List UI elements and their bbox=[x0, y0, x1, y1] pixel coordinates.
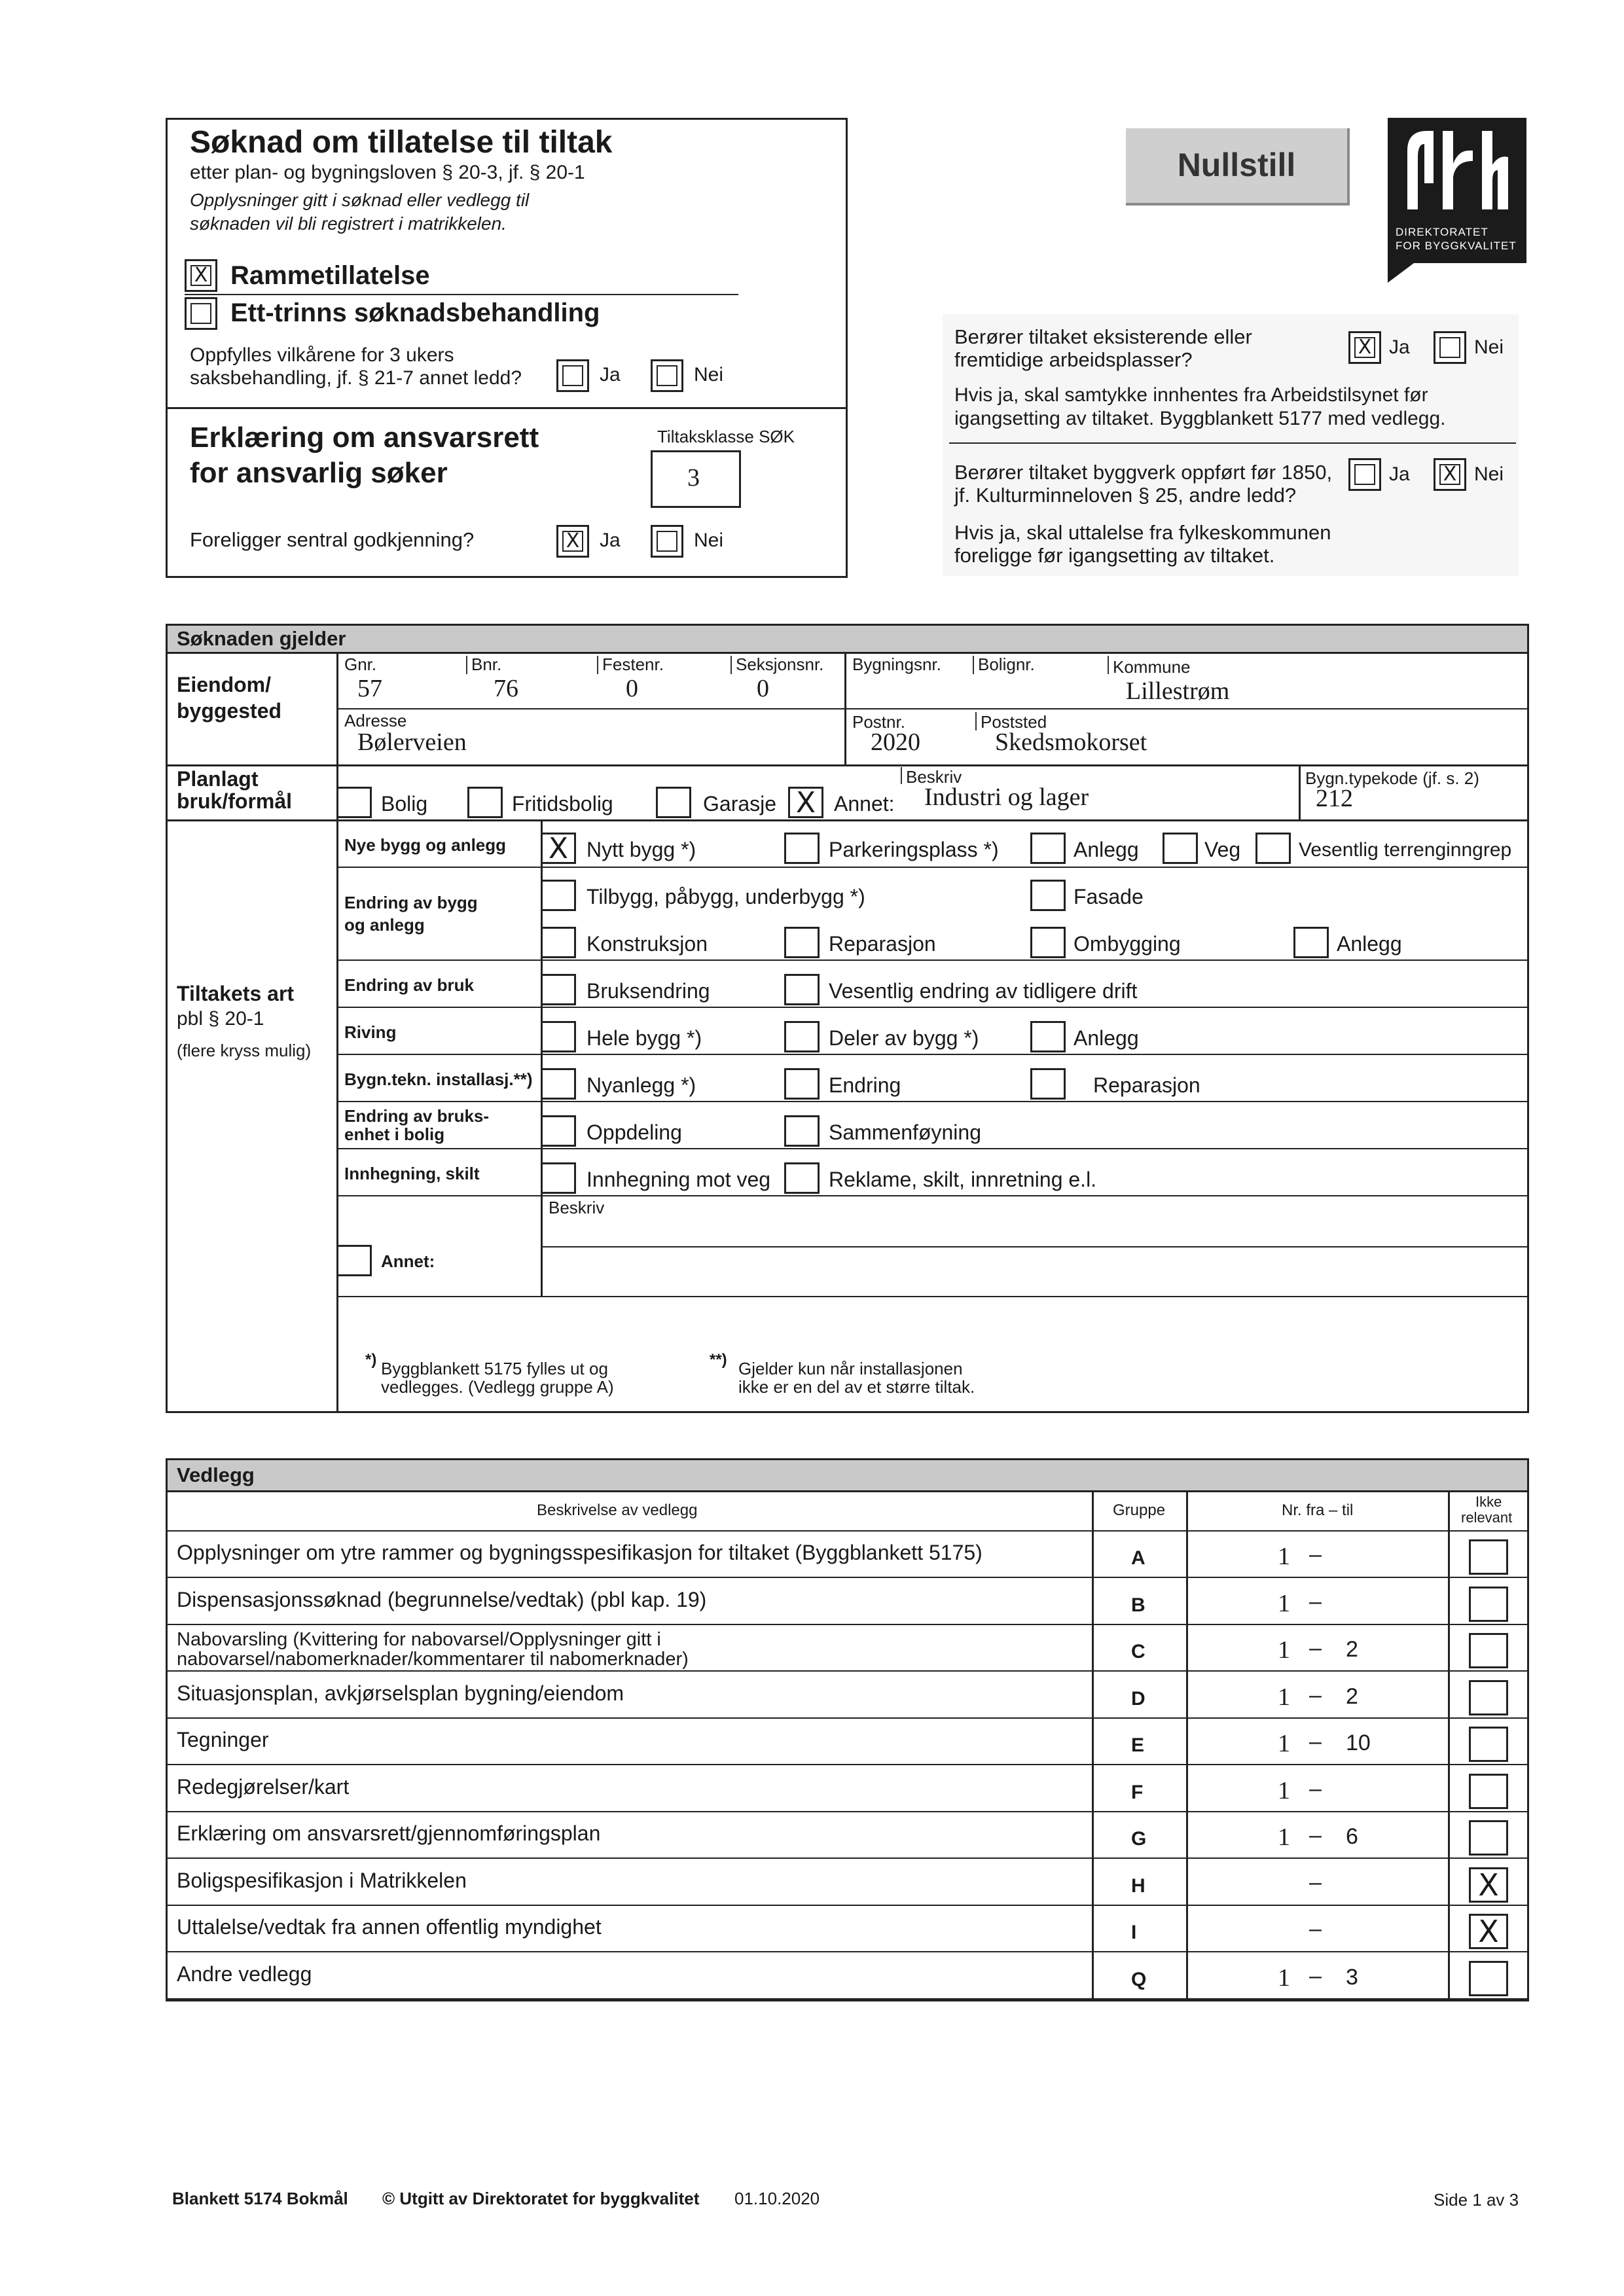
byggverk-ja-checkbox[interactable] bbox=[1348, 458, 1381, 491]
gnr-label: Gnr. bbox=[344, 655, 377, 674]
matrikkel-note: Opplysninger gitt i søknad eller vedlegg til bbox=[190, 190, 530, 210]
innhegning-skilt-label: Innhegning, skilt bbox=[344, 1164, 480, 1183]
divider bbox=[168, 652, 1527, 654]
vedlegg-gruppe: F bbox=[1131, 1782, 1144, 1803]
vedlegg-ikke-relevant-checkbox[interactable] bbox=[1469, 1820, 1508, 1856]
vesentlig-endring-checkbox[interactable] bbox=[784, 974, 820, 1005]
footnote-1: vedlegges. (Vedlegg gruppe A) bbox=[381, 1377, 614, 1397]
footnote-2: Gjelder kun når installasjonen bbox=[738, 1359, 963, 1378]
sentral-nei-label: Nei bbox=[694, 529, 724, 551]
vedlegg-nr-fra: 1 bbox=[1278, 1636, 1290, 1664]
vedlegg-nr-fra: 1 bbox=[1278, 1730, 1290, 1757]
vedlegg-ikke-relevant-checkbox[interactable] bbox=[1469, 1961, 1508, 1996]
vedlegg-gruppe: D bbox=[1131, 1688, 1146, 1710]
ett-trinns-label: Ett-trinns søknadsbehandling bbox=[230, 298, 600, 327]
tiltaksklasse-label: Tiltaksklasse SØK bbox=[657, 427, 795, 446]
form-subtitle: etter plan- og bygningsloven § 20-3, jf. § 20-1 bbox=[190, 162, 585, 183]
vedlegg-ikke-relevant-checkbox[interactable] bbox=[1469, 1727, 1508, 1762]
vedlegg-section-title: Vedlegg bbox=[168, 1460, 1527, 1490]
sammenfoyning-checkbox[interactable] bbox=[784, 1115, 820, 1147]
seksjonsnr-label: Seksjonsnr. bbox=[736, 655, 824, 674]
divider bbox=[168, 1717, 1527, 1719]
divider bbox=[168, 819, 1527, 821]
vesentlig-endring-label: Vesentlig endring av tidligere drift bbox=[829, 979, 1138, 1003]
vedlegg-nr-fra: 1 bbox=[1278, 1823, 1290, 1851]
soknaden-section-title: Søknaden gjelder bbox=[168, 626, 1527, 652]
endring-bruksenhet-label: enhet i bolig bbox=[344, 1124, 445, 1144]
fasade-label: Fasade bbox=[1074, 885, 1144, 908]
vedlegg-nr-til: 2 bbox=[1346, 1684, 1358, 1709]
byggverk-question: jf. Kulturminneloven § 25, andre ledd? bbox=[954, 484, 1297, 507]
divider bbox=[597, 656, 598, 674]
footer-date: 01.10.2020 bbox=[734, 2189, 820, 2208]
reparasjon-label: Reparasjon bbox=[829, 932, 936, 956]
vedlegg-nr-dash: – bbox=[1309, 1729, 1322, 1754]
beskriv-tiltak-label: Beskriv bbox=[549, 1198, 605, 1217]
tiltakets-art-label: pbl § 20-1 bbox=[177, 1008, 264, 1030]
arbeidsplasser-question: Berører tiltaket eksisterende eller bbox=[954, 325, 1252, 348]
veg-label: Veg bbox=[1204, 838, 1241, 861]
vedlegg-description: Boligspesifikasjon i Matrikkelen bbox=[177, 1869, 467, 1892]
annet-tiltak-label: Annet: bbox=[381, 1251, 435, 1271]
arbeidsplasser-question: fremtidige arbeidsplasser? bbox=[954, 348, 1193, 371]
endring-bygg-label: og anlegg bbox=[344, 915, 425, 935]
oppdeling-checkbox[interactable] bbox=[541, 1115, 576, 1147]
vilkar-question: Oppfylles vilkårene for 3 ukers bbox=[190, 344, 454, 366]
innhegning-checkbox[interactable] bbox=[541, 1162, 576, 1194]
bolignr-label: Bolignr. bbox=[978, 655, 1035, 674]
fritidsbolig-label: Fritidsbolig bbox=[512, 792, 613, 816]
adresse-label: Adresse bbox=[344, 711, 407, 730]
vedlegg-nr-dash: – bbox=[1309, 1964, 1322, 1988]
divider bbox=[1448, 1490, 1450, 2000]
divider bbox=[168, 1670, 1527, 1672]
anlegg-endring-label: Anlegg bbox=[1337, 932, 1402, 956]
divider bbox=[466, 656, 467, 674]
postnr-label: Postnr. bbox=[852, 712, 905, 732]
logo-tab bbox=[1388, 263, 1414, 283]
col-gruppe: Gruppe bbox=[1113, 1501, 1166, 1519]
sentral-godkjenning-question: Foreligger sentral godkjenning? bbox=[190, 528, 475, 551]
divider bbox=[1186, 1490, 1188, 2000]
anlegg-nye-checkbox[interactable] bbox=[1030, 833, 1066, 864]
vedlegg-description: Tegninger bbox=[177, 1728, 269, 1751]
tiltakets-art-label: Tiltakets art bbox=[177, 982, 295, 1005]
logo-text: DIREKTORATET bbox=[1396, 226, 1489, 238]
anlegg-endring-checkbox[interactable] bbox=[1293, 927, 1329, 958]
footer-page: Side 1 av 3 bbox=[1434, 2190, 1519, 2210]
terrenginngrep-checkbox[interactable] bbox=[1255, 833, 1291, 864]
footer-blankett: Blankett 5174 Bokmål bbox=[172, 2189, 348, 2208]
beskriv-value[interactable]: Industri og lager bbox=[924, 783, 1089, 811]
divider bbox=[975, 712, 977, 730]
deler-av-bygg-label: Deler av bygg *) bbox=[829, 1026, 979, 1050]
gnr-value[interactable]: 57 bbox=[357, 675, 382, 702]
divider bbox=[168, 1905, 1527, 1906]
vedlegg-gruppe: H bbox=[1131, 1875, 1146, 1897]
vedlegg-gruppe: C bbox=[1131, 1641, 1146, 1662]
bnr-value[interactable]: 76 bbox=[494, 675, 518, 702]
endring-bruksenhet-label: Endring av bruks- bbox=[344, 1106, 490, 1126]
vedlegg-ikke-relevant-checkbox[interactable] bbox=[1469, 1774, 1508, 1809]
divider bbox=[168, 1857, 1527, 1859]
endring-bruk-label: Endring av bruk bbox=[344, 975, 474, 995]
vedlegg-gruppe: G bbox=[1131, 1828, 1147, 1850]
arbeidsplasser-ja-checkbox[interactable]: X bbox=[1348, 331, 1381, 364]
vedlegg-gruppe: I bbox=[1131, 1922, 1137, 1943]
vedlegg-nr-fra: 1 bbox=[1278, 1777, 1290, 1804]
divider bbox=[338, 1296, 1527, 1297]
byggverk-nei-checkbox[interactable]: X bbox=[1434, 458, 1466, 491]
nye-bygg-label: Nye bygg og anlegg bbox=[344, 835, 507, 855]
veg-checkbox[interactable] bbox=[1163, 833, 1198, 864]
poststed-label: Poststed bbox=[981, 712, 1047, 732]
logo-text: FOR BYGGKVALITET bbox=[1396, 240, 1517, 252]
nytt-bygg-label: Nytt bygg *) bbox=[586, 838, 696, 861]
vedlegg-nr-dash: – bbox=[1309, 1823, 1322, 1848]
vedlegg-description: Redegjørelser/kart bbox=[177, 1775, 350, 1799]
vedlegg-description: nabovarsel/nabomerknader/kommentarer til nabomerknader) bbox=[177, 1649, 689, 1670]
planlagt-label: bruk/formål bbox=[177, 789, 293, 813]
divider bbox=[338, 1148, 1527, 1149]
vedlegg-nr-dash: – bbox=[1309, 1542, 1322, 1567]
rammetillatelse-checkbox[interactable]: X bbox=[185, 259, 217, 292]
vedlegg-ikke-relevant-checkbox[interactable] bbox=[1469, 1633, 1508, 1668]
anlegg-nye-label: Anlegg bbox=[1074, 838, 1139, 861]
beskriv-label: Beskriv bbox=[906, 767, 962, 787]
endring-label: Endring bbox=[829, 1073, 901, 1097]
footer-utgitt: © Utgitt av Direktoratet for byggkvalitet bbox=[382, 2189, 700, 2208]
terrenginngrep-label: Vesentlig terrenginngrep bbox=[1299, 839, 1512, 861]
nyanlegg-label: Nyanlegg *) bbox=[586, 1073, 696, 1097]
vedlegg-nr-fra: 1 bbox=[1278, 1543, 1290, 1570]
vedlegg-gruppe: B bbox=[1131, 1594, 1146, 1616]
vilkar-ja-label: Ja bbox=[600, 364, 621, 386]
arbeidstilsynet-note: Hvis ja, skal samtykke innhentes fra Arbeidstilsynet før bbox=[954, 384, 1428, 406]
vedlegg-nr-dash: – bbox=[1309, 1870, 1322, 1895]
divider bbox=[338, 1054, 1527, 1055]
divider bbox=[973, 656, 974, 674]
divider bbox=[338, 1007, 1527, 1008]
annet-line bbox=[543, 1246, 1527, 1247]
col-ikke-relevant: Ikke bbox=[1475, 1494, 1502, 1510]
bolig-label: Bolig bbox=[381, 792, 428, 816]
deler-av-bygg-checkbox[interactable] bbox=[784, 1021, 820, 1052]
vilkar-question: saksbehandling, jf. § 21-7 annet ledd? bbox=[190, 367, 522, 389]
divider bbox=[338, 867, 1527, 868]
vedlegg-nr-dash: – bbox=[1309, 1776, 1322, 1801]
divider bbox=[168, 764, 1527, 766]
vedlegg-nr-til: 6 bbox=[1346, 1824, 1358, 1849]
vedlegg-ikke-relevant-checkbox[interactable] bbox=[1469, 1680, 1508, 1715]
vedlegg-nr-fra: 1 bbox=[1278, 1964, 1290, 1992]
vedlegg-gruppe: E bbox=[1131, 1734, 1145, 1756]
vedlegg-nr-dash: – bbox=[1309, 1636, 1322, 1660]
planlagt-label: Planlagt bbox=[177, 767, 259, 791]
divider bbox=[731, 656, 732, 674]
tilbygg-label: Tilbygg, påbygg, underbygg *) bbox=[586, 885, 865, 908]
tiltakets-art-label: (flere kryss mulig) bbox=[177, 1041, 312, 1060]
vedlegg-ikke-relevant-checkbox[interactable] bbox=[1469, 1539, 1508, 1575]
divider bbox=[1108, 656, 1109, 674]
fasade-checkbox[interactable] bbox=[1030, 880, 1066, 911]
hele-bygg-label: Hele bygg *) bbox=[586, 1026, 702, 1050]
divider bbox=[168, 1530, 1527, 1532]
festenr-label: Festenr. bbox=[602, 655, 664, 674]
divider bbox=[168, 407, 846, 409]
col-beskrivelse: Beskrivelse av vedlegg bbox=[537, 1501, 698, 1519]
eiendom-label: Eiendom/ bbox=[177, 673, 272, 696]
divider bbox=[949, 442, 1516, 444]
adresse-value[interactable]: Bølerveien bbox=[357, 728, 467, 756]
vedlegg-description: Erklæring om ansvarsrett/gjennomføringsplan bbox=[177, 1821, 601, 1845]
nytt-bygg-checkbox[interactable]: X bbox=[541, 833, 576, 864]
fritidsbolig-checkbox[interactable] bbox=[467, 787, 503, 818]
reklame-label: Reklame, skilt, innretning e.l. bbox=[829, 1168, 1097, 1191]
anlegg-riving-label: Anlegg bbox=[1074, 1026, 1139, 1050]
kommune-label: Kommune bbox=[1113, 657, 1191, 677]
divider bbox=[168, 1490, 1527, 1492]
form-title: Søknad om tillatelse til tiltak bbox=[190, 125, 613, 160]
byggverk-ja-label: Ja bbox=[1389, 463, 1410, 485]
divider bbox=[168, 1951, 1527, 1952]
vedlegg-description: Uttalelse/vedtak fra annen offentlig myndighet bbox=[177, 1915, 602, 1939]
vedlegg-nr-dash: – bbox=[1309, 1683, 1322, 1708]
arbeidsplasser-nei-label: Nei bbox=[1474, 336, 1504, 358]
divider bbox=[185, 294, 738, 295]
riving-label: Riving bbox=[344, 1022, 397, 1042]
konstruksjon-label: Konstruksjon bbox=[586, 932, 708, 956]
bygn-typekode-value[interactable]: 212 bbox=[1316, 785, 1353, 812]
dibk-logo bbox=[1388, 118, 1526, 263]
endring-checkbox[interactable] bbox=[784, 1068, 820, 1100]
kommune-value[interactable]: Lillestrøm bbox=[1126, 677, 1230, 705]
tilbygg-checkbox[interactable] bbox=[541, 880, 576, 911]
byggverk-question: Berører tiltaket byggverk oppført før 1850, bbox=[954, 461, 1333, 484]
rammetillatelse-label: Rammetillatelse bbox=[230, 261, 430, 290]
fylkeskommunen-note: Hvis ja, skal uttalelse fra fylkeskommunen bbox=[954, 521, 1331, 544]
divider bbox=[1092, 1490, 1094, 2000]
eiendom-label: byggested bbox=[177, 699, 282, 723]
bygningsnr-label: Bygningsnr. bbox=[852, 655, 941, 674]
divider bbox=[168, 1764, 1527, 1765]
ombygging-checkbox[interactable] bbox=[1030, 927, 1066, 958]
reparasjon-tekn-label: Reparasjon bbox=[1093, 1073, 1200, 1097]
garasje-checkbox[interactable] bbox=[656, 787, 691, 818]
konstruksjon-checkbox[interactable] bbox=[541, 927, 576, 958]
vedlegg-gruppe: A bbox=[1131, 1547, 1146, 1569]
dibk-logo-mark bbox=[1388, 118, 1526, 223]
footnote-marker: *) bbox=[365, 1351, 377, 1369]
divider bbox=[168, 1624, 1527, 1625]
vedlegg-nr-dash: – bbox=[1309, 1589, 1322, 1614]
divider bbox=[1299, 764, 1301, 819]
reset-button[interactable] bbox=[1126, 128, 1350, 206]
erklaring-title: Erklæring om ansvarsrett bbox=[190, 422, 539, 454]
byggverk-nei-label: Nei bbox=[1474, 463, 1504, 485]
vilkar-nei-label: Nei bbox=[694, 364, 724, 386]
matrikkel-note: søknaden vil bli registrert i matrikkelen. bbox=[190, 213, 507, 234]
vedlegg-description: Dispensasjonssøknad (begrunnelse/vedtak) (pbl kap. 19) bbox=[177, 1588, 707, 1611]
reparasjon-checkbox[interactable] bbox=[784, 927, 820, 958]
vedlegg-nr-til: 3 bbox=[1346, 1965, 1358, 1990]
divider bbox=[338, 1101, 1527, 1102]
vilkar-nei-checkbox[interactable] bbox=[651, 359, 683, 392]
vedlegg-description: Andre vedlegg bbox=[177, 1962, 312, 1986]
vedlegg-description: Nabovarsling (Kvittering for nabovarsel/Opplysninger gitt i bbox=[177, 1629, 661, 1650]
seksjonsnr-value[interactable]: 0 bbox=[757, 675, 769, 702]
erklaring-title: for ansvarlig søker bbox=[190, 457, 448, 489]
divider bbox=[338, 960, 1527, 961]
vedlegg-nr-til: 10 bbox=[1346, 1731, 1371, 1755]
nyanlegg-checkbox[interactable] bbox=[541, 1068, 576, 1100]
innhegning-label: Innhegning mot veg bbox=[586, 1168, 771, 1191]
ombygging-label: Ombygging bbox=[1074, 932, 1181, 956]
vedlegg-nr-til: 2 bbox=[1346, 1637, 1358, 1662]
annet-bruk-label: Annet: bbox=[834, 792, 895, 816]
vilkar-ja-checkbox[interactable] bbox=[556, 359, 589, 392]
col-ikke-relevant: relevant bbox=[1461, 1509, 1513, 1526]
reklame-checkbox[interactable] bbox=[784, 1162, 820, 1194]
fylkeskommunen-note: foreligge før igangsetting av tiltaket. bbox=[954, 544, 1275, 567]
divider bbox=[338, 708, 1527, 709]
arbeidsplasser-nei-checkbox[interactable] bbox=[1434, 331, 1466, 364]
bygn-tekn-label: Bygn.tekn. installasj.**) bbox=[344, 1069, 533, 1089]
annet-bruk-checkbox[interactable]: X bbox=[788, 787, 823, 818]
vedlegg-nr-dash: – bbox=[1309, 1916, 1322, 1941]
divider bbox=[338, 1195, 1527, 1196]
sentral-nei-checkbox[interactable] bbox=[651, 525, 683, 558]
vedlegg-ikke-relevant-checkbox[interactable]: X bbox=[1469, 1914, 1508, 1949]
parkeringsplass-checkbox[interactable] bbox=[784, 833, 820, 864]
footnote-marker: **) bbox=[710, 1351, 727, 1369]
sentral-ja-label: Ja bbox=[600, 529, 621, 551]
bruksendring-label: Bruksendring bbox=[586, 979, 710, 1003]
divider bbox=[168, 1998, 1527, 2000]
bygn-typekode-label: Bygn.typekode (jf. s. 2) bbox=[1305, 768, 1479, 788]
postnr-value[interactable]: 2020 bbox=[871, 728, 920, 756]
bruksendring-checkbox[interactable] bbox=[541, 974, 576, 1005]
vedlegg-nr-fra: 1 bbox=[1278, 1590, 1290, 1617]
ett-trinns-checkbox[interactable] bbox=[185, 297, 217, 330]
tiltaksklasse-value: 3 bbox=[687, 464, 700, 492]
parkeringsplass-label: Parkeringsplass *) bbox=[829, 838, 999, 861]
col-nr: Nr. fra – til bbox=[1282, 1501, 1354, 1519]
vedlegg-ikke-relevant-checkbox[interactable] bbox=[1469, 1587, 1508, 1622]
annet-tiltak-checkbox[interactable] bbox=[336, 1245, 372, 1276]
vedlegg-description: Situasjonsplan, avkjørselsplan bygning/eiendom bbox=[177, 1681, 624, 1705]
footnote-1: Byggblankett 5175 fylles ut og bbox=[381, 1359, 608, 1378]
endring-bygg-label: Endring av bygg bbox=[344, 893, 478, 912]
sentral-ja-checkbox[interactable]: X bbox=[556, 525, 589, 558]
poststed-value[interactable]: Skedsmokorset bbox=[995, 728, 1147, 756]
arbeidsplasser-ja-label: Ja bbox=[1389, 336, 1410, 358]
oppdeling-label: Oppdeling bbox=[586, 1121, 682, 1144]
bolig-checkbox[interactable] bbox=[336, 787, 372, 818]
vedlegg-nr-fra: 1 bbox=[1278, 1683, 1290, 1711]
reset-button-label: Nullstill bbox=[1177, 147, 1296, 183]
vedlegg-description: Opplysninger om ytre rammer og bygningsspesifikasjon for tiltaket (Byggblankett 5175) bbox=[177, 1541, 983, 1564]
divider bbox=[901, 767, 902, 784]
arbeidstilsynet-note: igangsetting av tiltaket. Byggblankett 5177 med vedlegg. bbox=[954, 408, 1446, 429]
reparasjon-tekn-checkbox[interactable] bbox=[1030, 1068, 1066, 1100]
vedlegg-gruppe: Q bbox=[1131, 1969, 1147, 1990]
divider bbox=[168, 1577, 1527, 1578]
hele-bygg-checkbox[interactable] bbox=[541, 1021, 576, 1052]
vedlegg-ikke-relevant-checkbox[interactable]: X bbox=[1469, 1867, 1508, 1903]
bnr-label: Bnr. bbox=[471, 655, 502, 674]
divider bbox=[168, 1811, 1527, 1812]
garasje-label: Garasje bbox=[703, 792, 777, 816]
festenr-value[interactable]: 0 bbox=[626, 675, 638, 702]
footnote-2: ikke er en del av et større tiltak. bbox=[738, 1377, 975, 1397]
sammenfoyning-label: Sammenføyning bbox=[829, 1121, 981, 1144]
anlegg-riving-checkbox[interactable] bbox=[1030, 1021, 1066, 1052]
